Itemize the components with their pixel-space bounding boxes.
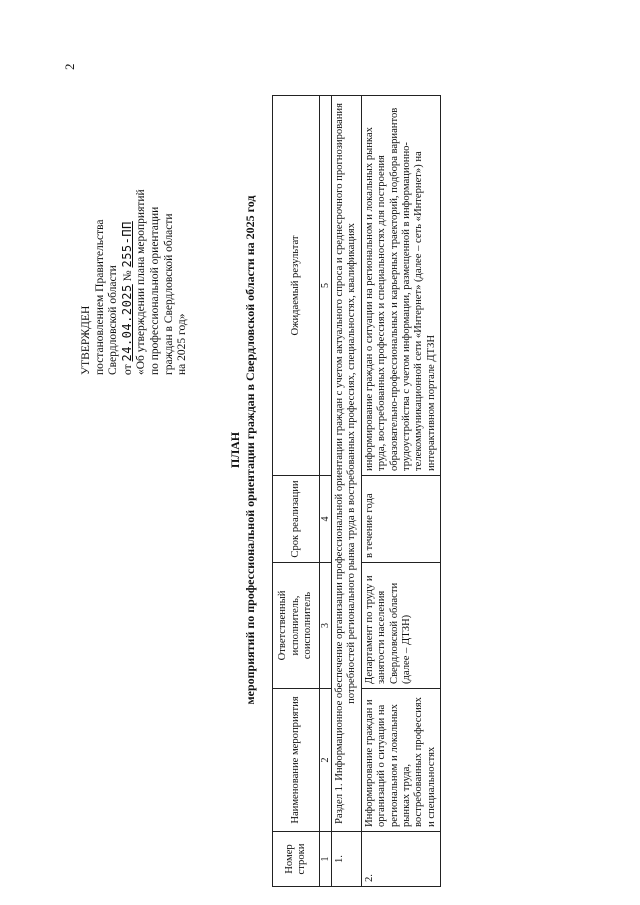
approval-block xyxy=(80,55,190,375)
number-prefix: № xyxy=(121,270,134,282)
plan-title-sub: мероприятий по профессиональной ориентации граждан в Свердловской области на 2025 год xyxy=(243,195,257,705)
expected-result: информирование граждан о ситуации на региональном и локальных рынках труда, востребованных профессиях и специальностях для построения образовательно-профессиональных и карьерных траекторий, подбора вариантов трудоустройства с учетом информации, размещенной в информационно-телекоммуникационной сети «Интернет» (далее – сеть «Интернет») на интерактивном портале ДТЗН xyxy=(361,96,440,476)
approval-line: на 2025 год» xyxy=(176,313,189,375)
activity-name: Информирование граждан и организаций о ситуации на региональном и локальных рынках труда, востребованных профессиях и специальностях xyxy=(361,689,440,832)
page-number: 2 xyxy=(62,63,77,70)
approval-date-line xyxy=(121,55,136,375)
column-numbers-row xyxy=(320,96,332,887)
row-number: 1. xyxy=(332,832,362,887)
plan-title xyxy=(228,125,258,775)
executor: Департамент по труду и занятости населения Свердловской области (далее – ДТЗН) xyxy=(361,563,440,689)
header-cell: Номер строки xyxy=(273,832,320,887)
approval-line: «Об утверждении плана мероприятий xyxy=(135,189,148,375)
term: в течение года xyxy=(361,476,440,563)
approval-line: по профессиональной ориентации xyxy=(148,206,161,375)
column-number: 1 xyxy=(320,832,332,887)
approval-line: граждан в Свердловской области xyxy=(162,213,175,375)
header-cell: Наименование мероприятия xyxy=(273,689,320,832)
header-cell: Срок реализации xyxy=(273,476,320,563)
date-prefix: от xyxy=(121,364,134,375)
header-cell: Ожидаемый результат xyxy=(273,96,320,476)
approval-line: постановлением Правительства xyxy=(93,219,106,375)
column-number: 3 xyxy=(320,563,332,689)
section-title: Раздел 1. Информационное обеспечение организации профессиональной ориентации граждан с учетом актуального спроса и среднесрочного прогнозирования потребностей регионального рынка труда в востребованных профессиях, специальностях, квалификациях xyxy=(332,96,362,832)
approval-line: Свердловской области xyxy=(107,265,120,375)
row-number: 2. xyxy=(361,832,440,887)
section-row xyxy=(332,96,362,887)
table-row xyxy=(361,96,440,887)
approval-date: 24.04.2025 xyxy=(119,284,134,362)
header-cell: Ответственный исполнитель, соисполнитель xyxy=(273,563,320,689)
column-number: 5 xyxy=(320,96,332,476)
column-number: 2 xyxy=(320,689,332,832)
column-number: 4 xyxy=(320,476,332,563)
approval-number: 255-ПП xyxy=(119,221,134,268)
plan-title-main: ПЛАН xyxy=(228,431,242,469)
approval-heading: УТВЕРЖДЕН xyxy=(80,305,92,375)
plan-table xyxy=(272,95,441,887)
table-header-row xyxy=(273,96,320,887)
